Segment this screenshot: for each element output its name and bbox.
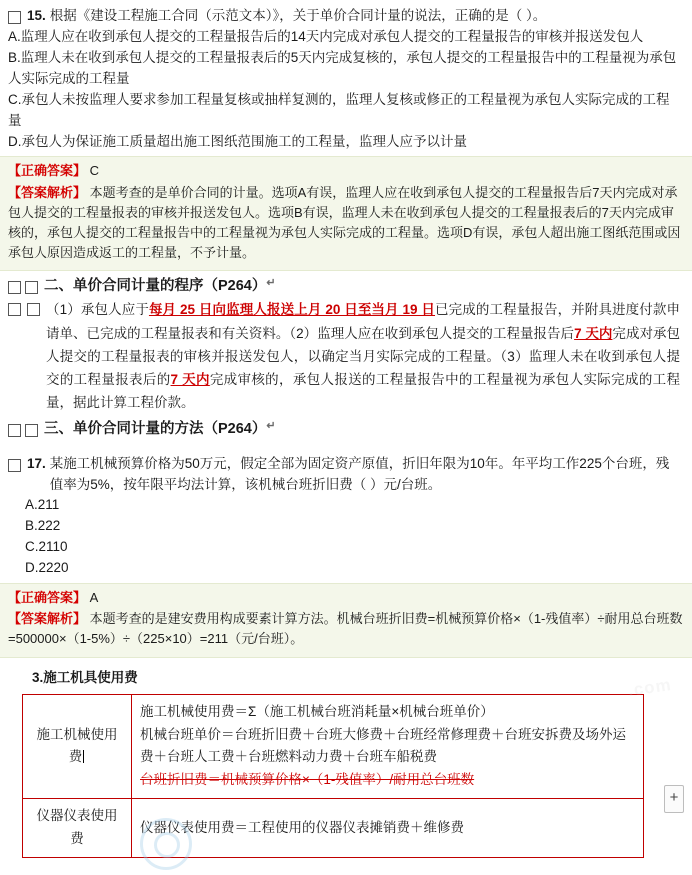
question-17-option-c[interactable]: C.2110 bbox=[25, 539, 68, 555]
question-15-stem: 根据《建设工程施工合同（示范文本）》，关于单价合同计量的说法，正确的是（ ）。 bbox=[49, 8, 547, 23]
question-17-option-a[interactable]: A.211 bbox=[25, 497, 60, 513]
para-red-7days-1: 7 天内 bbox=[574, 325, 613, 341]
para-lead: （1）承包人应于 bbox=[46, 302, 149, 318]
question-15-option-b[interactable]: B.监理人未在收到承包人提交的工程量报表后的5天内完成复核的，承包人提交的工程量报告中的工程量视为承包人实际完成的工程量 bbox=[8, 49, 677, 86]
fee-row-1-line-2: 机械台班单价＝台班折旧费＋台班大修费＋台班经常修理费＋台班安拆费及场外运费＋台班人工费＋台班燃料动力费＋台班车船税费 bbox=[140, 726, 626, 765]
section-3-checkbox-2[interactable] bbox=[25, 424, 38, 437]
watermark-logo-icon bbox=[140, 818, 192, 870]
para-red-date-range: 每月 25 日向监理人报送上月 20 日至当月 19 日 bbox=[148, 302, 436, 318]
watermark-text: .com bbox=[627, 675, 674, 700]
question-15-number: 15. bbox=[27, 8, 46, 23]
procedure-checkbox-2[interactable] bbox=[27, 303, 40, 316]
procedure-paragraph bbox=[0, 298, 692, 414]
question-17-option-d[interactable]: D.2220 bbox=[25, 560, 69, 576]
question-15-checkbox[interactable] bbox=[8, 11, 21, 24]
question-15-option-c[interactable]: C.承包人未按监理人要求参加工程量复核或抽样复测的，监理人复核或修正的工程量视为承包人实际完成的工程量 bbox=[8, 91, 670, 128]
question-15-analysis-text: 本题考查的是单价合同的计量。选项A有误，监理人应在收到承包人提交的工程量报告后7天内完成对承包人提交的工程量报表的审核并报送发包人。选项B有误，监理人未在收到承包人提交的工程量报表后的7天内完成审核的，承包人提交的工程量报告中的工程量视为承包人实际完成的工程量。选项D有误，承包人超出施工图纸范围或因承包人原因造成返工的工程量，不予计量。 bbox=[8, 184, 681, 261]
paragraph-mark-2: ↵ bbox=[266, 420, 276, 433]
correct-answer-label-2: 【正确答案】 bbox=[8, 590, 87, 606]
question-17-answer-box bbox=[0, 583, 692, 657]
question-15-block bbox=[0, 0, 692, 152]
fee-row-2-content bbox=[132, 799, 644, 858]
para-text-2: 完成对承包人提交的工程量报表的审核并报送发包人，以确定当月实际完成的工程量。（3）监理人未在收到承包人提交的工程量报表后的 bbox=[46, 325, 681, 387]
question-17-analysis-row bbox=[8, 609, 684, 649]
fee-section-title: 3.施工机具使用费 bbox=[32, 669, 138, 685]
section-2-title: 二、单价合同计量的程序（P264） bbox=[44, 278, 267, 295]
question-17-stem-row bbox=[8, 454, 682, 496]
procedure-checkbox-1[interactable] bbox=[8, 303, 21, 316]
table-row bbox=[23, 694, 644, 799]
question-15-answer-row bbox=[8, 161, 684, 181]
question-17-checkbox[interactable] bbox=[8, 459, 21, 472]
procedure-paragraph-body bbox=[46, 298, 680, 414]
para-text-3: 完成审核的，承包人报送的工程量报告中的工程量视为承包人实际完成的工程量，据此计算工程价款。 bbox=[46, 372, 680, 411]
question-17-number: 17. bbox=[27, 455, 46, 471]
question-17-analysis-text: 本题考查的是建安费用构成要素计算方法。机械台班折旧费=机械预算价格×（1-残值率）÷耐用总台班数=500000×（1-5%）÷（225×10）=211（元/台班）。 bbox=[8, 611, 683, 647]
para-red-7days-2: 7 天内 bbox=[170, 372, 210, 387]
paragraph-mark: ↵ bbox=[266, 277, 276, 290]
analysis-label-2: 【答案解析】 bbox=[8, 611, 87, 627]
question-17-block bbox=[0, 442, 692, 580]
question-15-stem-row bbox=[8, 6, 682, 27]
question-15-option-d[interactable]: D.承包人为保证施工质量超出施工图纸范围施工的工程量，监理人应予以计量 bbox=[8, 133, 467, 149]
fee-row-1-line-3: 台班折旧费＝机械预算价格×（1-残值率）/耐用总台班数 bbox=[140, 772, 475, 788]
section-3-heading-row bbox=[0, 418, 692, 441]
fee-row-2-label: 仪器仪表使用费 bbox=[23, 799, 132, 858]
section-2-heading-row bbox=[0, 275, 692, 298]
question-17-answer-row bbox=[8, 588, 684, 608]
table-row bbox=[23, 799, 644, 858]
fee-row-1-content bbox=[132, 694, 644, 799]
question-17-stem: 某施工机械预算价格为50万元，假定全部为固定资产原值，折旧年限为10年。年平均工作225个台班，残值率为5%，按年限平均法计算，该机械台班折旧费（ ）元/台班。 bbox=[49, 455, 670, 492]
question-17-option-b[interactable]: B.222 bbox=[25, 518, 61, 534]
question-15-answer-value: C bbox=[89, 163, 100, 179]
section-2-checkbox-2[interactable] bbox=[25, 281, 38, 294]
text-cursor bbox=[83, 750, 84, 763]
question-15-option-a[interactable]: A.监理人应在收到承包人提交的工程量报告后的14天内完成对承包人提交的工程量报告的审核并报送发包人 bbox=[8, 28, 644, 44]
correct-answer-label: 【正确答案】 bbox=[8, 163, 87, 179]
scrollbar[interactable] bbox=[686, 0, 692, 875]
fee-row-1-label bbox=[23, 694, 132, 799]
question-17-answer-value: A bbox=[89, 590, 99, 606]
fee-row-1-line-1: 施工机械使用费＝Σ（施工机械台班消耗量×机械台班单价） bbox=[140, 703, 494, 719]
add-row-button[interactable]: + bbox=[664, 785, 684, 813]
fee-row-2-line-1: 仪器仪表使用费＝工程使用的仪器仪表摊销费＋维修费 bbox=[140, 819, 464, 835]
fee-table bbox=[22, 694, 644, 859]
section-3-checkbox-1[interactable] bbox=[8, 424, 21, 437]
fee-row-1-label-text: 施工机械使用费 bbox=[36, 726, 118, 765]
section-3-title: 三、单价合同计量的方法（P264） bbox=[44, 421, 267, 438]
section-2-checkbox-1[interactable] bbox=[8, 281, 21, 294]
question-15-answer-box bbox=[0, 156, 692, 271]
question-15-analysis-row bbox=[8, 183, 684, 264]
para-text-1: 已完成的工程量报告，并附具进度付款申请单、已完成的工程量报表和有关资料。（2）监理人应在收到承包人提交的工程量报告后 bbox=[46, 302, 680, 341]
analysis-label: 【答案解析】 bbox=[8, 184, 87, 200]
